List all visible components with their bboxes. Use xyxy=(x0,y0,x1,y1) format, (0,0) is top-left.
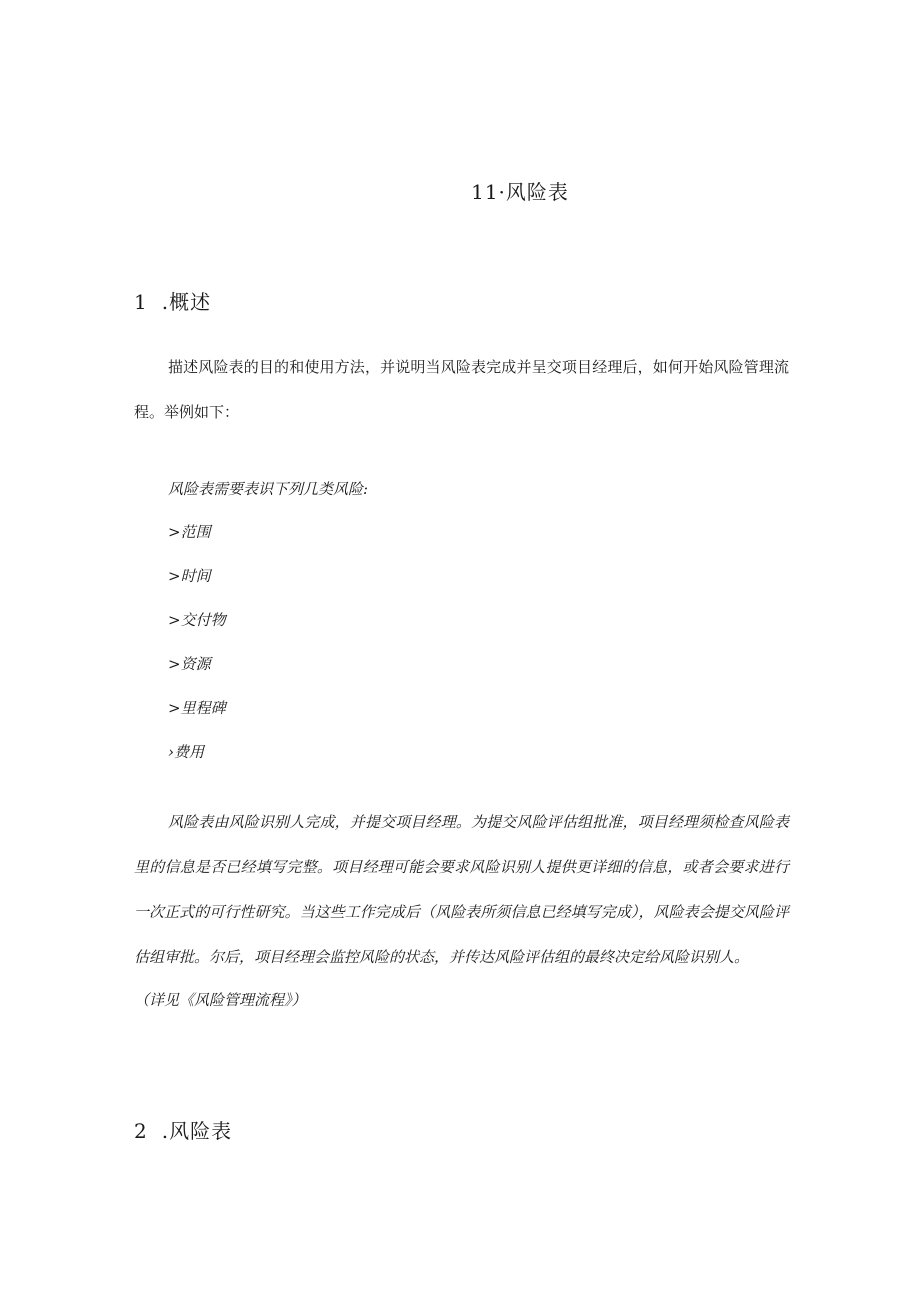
list-item: >范围 xyxy=(168,523,211,541)
process-paragraph xyxy=(134,800,789,1020)
list-item: >交付物 xyxy=(168,611,226,629)
list-item: >时间 xyxy=(168,567,211,585)
section-number: 2 xyxy=(134,1119,148,1143)
section-heading-risk-table xyxy=(134,1115,232,1144)
list-item: >里程碑 xyxy=(168,699,226,717)
list-item: ›费用 xyxy=(168,743,204,761)
reference-note: （详见《风险管理流程》） xyxy=(134,991,307,1009)
risk-category-list xyxy=(168,522,226,786)
list-item: >资源 xyxy=(168,655,211,673)
section-heading-overview xyxy=(134,286,211,315)
process-text: 风险表由风险识别人完成，并提交项目经理。为提交风险评估组批准，项目经理须检查风险表里的信息是否已经填写完整。项目经理可能会要求风险识别人提供更详细的信息，或者会要求进行一次正式的可行性研究。当这些工作完成后（风险表所须信息已经填写完成），风险表会提交风险评估组审批。尔后，项目经理会监控风险的状态，并传达风险评估组的最终决定给风险识别人。 xyxy=(134,813,789,966)
document-title: 11·风险表 xyxy=(471,180,569,204)
risk-list-intro: 风险表需要表识下列几类风险: xyxy=(168,480,369,498)
section-number: 1 xyxy=(134,290,148,314)
intro-paragraph: 描述风险表的目的和使用方法，并说明当风险表完成并呈交项目经理后，如何开始风险管理流程。举例如下： xyxy=(134,358,789,421)
section-title: .风险表 xyxy=(161,1119,233,1143)
section-title: .概述 xyxy=(161,290,212,314)
